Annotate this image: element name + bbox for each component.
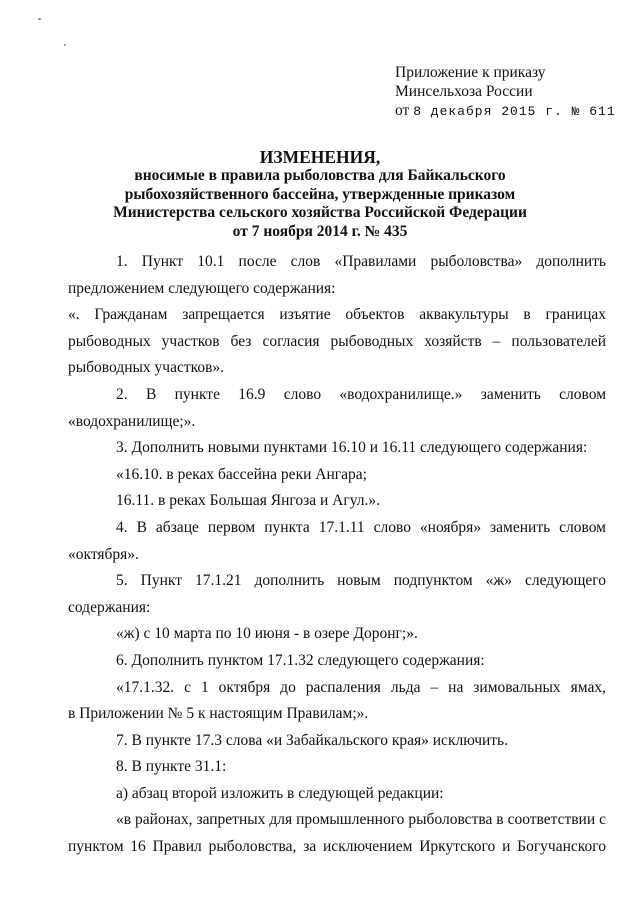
title-line-1: вносимые в правила рыболовства для Байкальского — [134, 167, 506, 184]
title-line-4: от 7 ноября 2014 г. № 435 — [232, 222, 408, 240]
item-8-line-3: «в районах, запретных для промышленного рыболовства в соответствии с — [116, 811, 606, 829]
title-line-3: Министерства сельского хозяйства Российской Федерации — [113, 204, 527, 221]
appendix-date-prefix: от — [395, 102, 410, 119]
item-4-line-1: 4. В абзаце первом пункта 17.1.11 слово «ноября» заменить словом — [116, 518, 606, 536]
item-1-line-5: рыбоводных участков». — [68, 359, 225, 377]
item-2-line-2: «водохранилище;». — [68, 412, 196, 430]
appendix-line-3 — [395, 101, 616, 121]
scan-speck — [38, 18, 41, 20]
item-5-line-2: содержания: — [68, 598, 151, 616]
item-2-line-1: 2. В пункте 16.9 слово «водохранилище.» заменить словом — [116, 385, 606, 403]
item-5-line-3: «ж) с 10 марта по 10 июня - в озере Доронг;». — [116, 625, 418, 643]
item-5-line-1: 5. Пункт 17.1.21 дополнить новым подпунктом «ж» следующего — [116, 572, 606, 590]
document-title — [0, 147, 640, 241]
appendix-note — [395, 63, 616, 121]
item-8-line-2: а) абзац второй изложить в следующей редакции: — [116, 784, 444, 802]
item-1-line-2: предложением следующего содержания: — [68, 279, 336, 297]
item-1-line-4: рыбоводных участков без согласия рыбоводных хозяйств – пользователей — [68, 332, 606, 350]
appendix-line-1: Приложение к приказу — [395, 64, 546, 81]
scan-speck — [64, 44, 66, 46]
item-6-line-3: в Приложении № 5 к настоящим Правилам;». — [68, 705, 369, 723]
item-1-line-3: «. Гражданам запрещается изъятие объектов аквакультуры в границах — [68, 306, 606, 324]
item-4-line-2: «октября». — [68, 545, 139, 563]
item-7-line-1: 7. В пункте 17.3 слова «и Забайкальского края» исключить. — [116, 731, 509, 749]
document-body — [68, 249, 606, 861]
item-3-line-3: 16.11. в реках Большая Янгоза и Агул.». — [116, 492, 380, 510]
title-line-2: рыбохозяйственного бассейна, утвержденные приказом — [124, 185, 516, 203]
appendix-line-2: Минсельхоза России — [395, 83, 533, 100]
item-8-line-4: пунктом 16 Правил рыболовства, за исключением Иркутского и Богучанского — [68, 838, 606, 856]
item-8-line-1: 8. В пункте 31.1: — [116, 758, 227, 776]
title-heading: ИЗМЕНЕНИЯ, — [259, 147, 381, 167]
item-3-line-1: 3. Дополнить новыми пунктами 16.10 и 16.11 следующего содержания: — [116, 439, 588, 457]
item-6-line-2: «17.1.32. с 1 октября до распаления льда – на зимовальных ямах, — [116, 678, 606, 696]
item-6-line-1: 6. Дополнить пунктом 17.1.32 следующего содержания: — [116, 651, 485, 669]
order-date-number-stamp: 8 декабря 2015 г. № 611 — [413, 104, 616, 119]
item-1-line-1: 1. Пункт 10.1 после слов «Правилами рыболовства» дополнить — [116, 253, 606, 270]
item-3-line-2: «16.10. в реках бассейна реки Ангара; — [116, 465, 367, 483]
